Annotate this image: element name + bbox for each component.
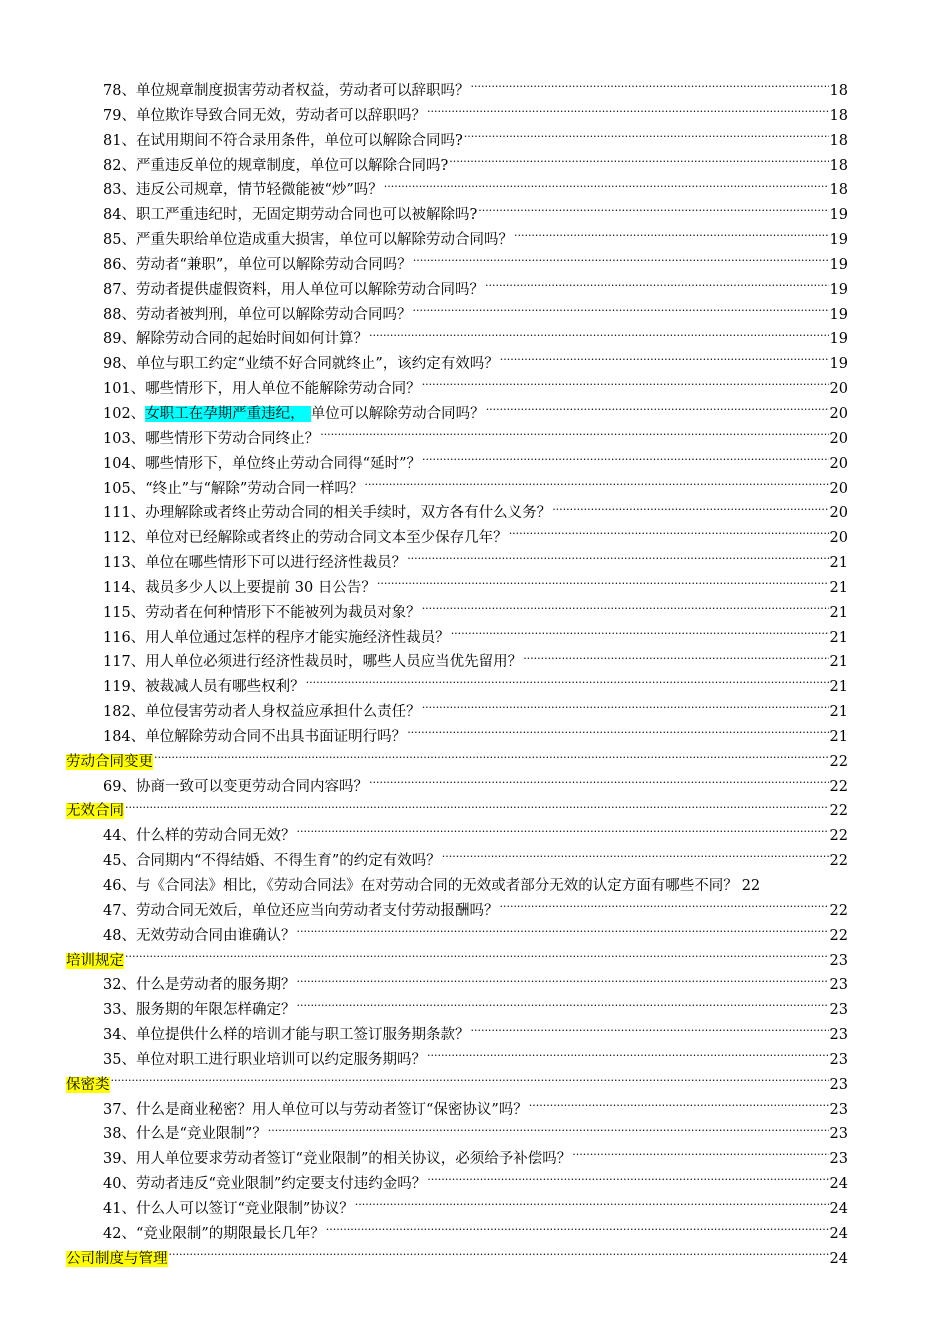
- page-number: 20: [829, 381, 848, 398]
- item-title: 什么人可以签订“竞业限制”协议？: [135, 1200, 354, 1217]
- item-number: 41、: [103, 1200, 136, 1217]
- toc-item[interactable]: [66, 402, 848, 427]
- page-number: 22: [829, 853, 848, 870]
- item-number: 85、: [103, 232, 136, 249]
- dot-leader: [464, 130, 829, 145]
- dot-leader: [412, 304, 828, 319]
- dot-leader: [478, 205, 828, 220]
- item-title: 职工严重违纪时，无固定期劳动合同也可以被解除吗?: [135, 207, 478, 224]
- section-title: 保密类: [66, 1076, 110, 1093]
- toc-item[interactable]: [66, 1197, 848, 1222]
- toc-item[interactable]: [66, 452, 848, 477]
- item-title: 劳动合同无效后，单位还应当向劳动者支付劳动报酬吗？: [135, 902, 499, 919]
- toc-item[interactable]: [66, 551, 848, 576]
- item-title: “竞业限制”的期限最长几年？: [135, 1225, 325, 1242]
- toc-section[interactable]: [66, 799, 848, 824]
- item-number: 44、: [103, 828, 136, 845]
- item-title: 单位规章制度损害劳动者权益，劳动者可以辞职吗？: [135, 83, 470, 99]
- toc-item[interactable]: [66, 601, 848, 626]
- item-number: 88、: [103, 306, 136, 323]
- dot-leader: [377, 577, 829, 592]
- page-number: 20: [829, 455, 848, 472]
- toc-item[interactable]: [66, 626, 848, 651]
- item-number: 114、: [103, 579, 146, 596]
- toc-item[interactable]: [66, 427, 848, 452]
- dot-leader: [422, 602, 829, 617]
- item-title: 裁员多少人以上要提前 30 日公告？: [145, 579, 376, 596]
- dot-leader: [111, 1074, 829, 1089]
- toc-item[interactable]: [66, 104, 848, 129]
- page-number: 19: [829, 256, 848, 273]
- dot-leader: [296, 826, 828, 841]
- toc-item[interactable]: [66, 700, 848, 725]
- page-number: 21: [829, 679, 848, 696]
- page-number: 23: [829, 1126, 848, 1143]
- item-number: 112、: [103, 530, 146, 547]
- item-title: 什么是劳动者的服务期？: [135, 977, 296, 994]
- item-title: 服务期的年限怎样确定？: [135, 1002, 296, 1019]
- toc-item[interactable]: [66, 178, 848, 203]
- item-number: 98、: [103, 356, 136, 373]
- item-title: 什么是“竞业限制”？: [135, 1126, 267, 1143]
- item-number: 69、: [103, 778, 136, 795]
- item-title: 协商一致可以变更劳动合同内容吗？: [135, 778, 368, 795]
- toc-item[interactable]: [66, 874, 848, 899]
- item-title: 单位欺诈导致合同无效，劳动者可以辞职吗？: [135, 107, 426, 124]
- toc-item[interactable]: [66, 675, 848, 700]
- dot-leader: [470, 81, 828, 96]
- item-number: 84、: [103, 207, 136, 224]
- toc-section[interactable]: [66, 750, 848, 775]
- item-title: 单位解除劳动合同不出具书面证明行吗？: [145, 728, 407, 745]
- item-title: 解除劳动合同的起始时间如何计算？: [135, 331, 368, 348]
- dot-leader: [552, 503, 828, 518]
- item-number: 104、: [103, 455, 146, 472]
- item-title: 单位可以解除劳动合同吗？: [310, 405, 485, 422]
- item-title: 哪些情形下劳动合同终止？: [145, 430, 320, 447]
- dot-leader: [509, 528, 829, 543]
- dot-leader: [451, 627, 829, 642]
- toc-section[interactable]: [66, 1073, 848, 1098]
- toc-item[interactable]: [66, 899, 848, 924]
- item-title: 办理解除或者终止劳动合同的相关手续时，双方各有什么义务？: [145, 505, 552, 522]
- dot-leader: [364, 478, 828, 493]
- toc-item[interactable]: [66, 1023, 848, 1048]
- dot-leader: [514, 230, 829, 245]
- section-title: 培训规定: [66, 952, 124, 969]
- dot-leader: [427, 105, 829, 120]
- page-number: 20: [829, 480, 848, 497]
- page-number: 19: [829, 207, 848, 224]
- page-number: 19: [829, 306, 848, 323]
- page-number: 23: [829, 952, 848, 969]
- item-number: 45、: [103, 853, 136, 870]
- item-number: 184、: [103, 728, 146, 745]
- item-number: 46、: [103, 878, 136, 894]
- toc-item[interactable]: [66, 1048, 848, 1073]
- page-number: 18: [829, 132, 848, 149]
- page-number: 24: [829, 1176, 848, 1193]
- dot-leader: [442, 851, 829, 866]
- item-title: 用人单位通过怎样的程序才能实施经济性裁员？: [145, 629, 450, 646]
- page-number: 18: [829, 83, 848, 99]
- dot-leader: [320, 428, 828, 443]
- page-number: 23: [829, 1076, 848, 1093]
- toc-item[interactable]: [66, 477, 848, 502]
- item-title: 劳动者违反“竞业限制”约定要支付违约金吗？: [135, 1176, 427, 1193]
- page-number: 18: [829, 107, 848, 124]
- item-number: 103、: [103, 430, 146, 447]
- highlighted-title: 女职工在孕期严重违纪，: [145, 406, 311, 422]
- item-number: 81、: [103, 132, 136, 149]
- dot-leader: [154, 751, 829, 766]
- item-title: 劳动者提供虚假资料，用人单位可以解除劳动合同吗？: [135, 281, 484, 298]
- item-number: 86、: [103, 256, 136, 273]
- page-number: 19: [829, 281, 848, 298]
- item-number: 48、: [103, 927, 136, 944]
- item-title: 在试用期间不符合录用条件，单位可以解除合同吗?: [135, 132, 463, 149]
- page-number: 23: [829, 1002, 848, 1019]
- item-number: 182、: [103, 704, 146, 721]
- dot-leader: [427, 1174, 828, 1189]
- dot-leader: [486, 403, 829, 418]
- item-number: 35、: [103, 1051, 136, 1068]
- item-title: 单位在哪些情形下可以进行经济性裁员？: [145, 555, 407, 572]
- item-number: 34、: [103, 1027, 136, 1044]
- toc-item[interactable]: [66, 998, 848, 1023]
- item-title: 什么是商业秘密？用人单位可以与劳动者签订“保密协议”吗？: [135, 1101, 528, 1118]
- toc-item[interactable]: [66, 1172, 848, 1197]
- dot-leader: [369, 329, 829, 344]
- dot-leader: [296, 1000, 828, 1015]
- page-number: 22: [829, 902, 848, 919]
- dot-leader: [427, 1049, 829, 1064]
- item-number: 113、: [103, 555, 146, 572]
- page-number: 21: [829, 555, 848, 572]
- item-number: 82、: [103, 157, 136, 174]
- page-number: 19: [829, 331, 848, 348]
- item-title: 与《合同法》相比，《劳动合同法》在对劳动合同的无效或者部分无效的认定方面有哪些不同？: [135, 878, 738, 894]
- toc-item[interactable]: [66, 1122, 848, 1147]
- item-number: 32、: [103, 977, 136, 994]
- item-number: 78、: [103, 83, 136, 99]
- page-number: 21: [829, 704, 848, 721]
- toc-item[interactable]: [66, 1222, 848, 1247]
- toc-item[interactable]: [66, 1098, 848, 1123]
- item-title: 严重失职给单位造成重大损害，单位可以解除劳动合同吗？: [135, 232, 513, 249]
- dot-leader: [369, 776, 829, 791]
- toc-item[interactable]: [66, 775, 848, 800]
- item-title: 什么样的劳动合同无效？: [135, 828, 296, 845]
- item-title: 单位对已经解除或者终止的劳动合同文本至少保存几年？: [145, 530, 508, 547]
- page-number: 23: [829, 1051, 848, 1068]
- item-title: 违反公司规章，情节轻微能被“炒”吗？: [135, 182, 383, 199]
- item-title: 用人单位必须进行经济性裁员时，哪些人员应当优先留用？: [145, 654, 523, 671]
- dot-leader: [499, 900, 828, 915]
- page-number: 24: [829, 1250, 848, 1267]
- dot-leader: [355, 1198, 829, 1213]
- item-title: 严重违反单位的规章制度，单位可以解除合同吗?: [135, 157, 449, 174]
- item-title: 哪些情形下，用人单位不能解除劳动合同？: [145, 381, 421, 398]
- toc-item[interactable]: [66, 327, 848, 352]
- item-number: 87、: [103, 281, 136, 298]
- toc-item[interactable]: [66, 278, 848, 303]
- page-number: 19: [829, 232, 848, 249]
- item-number: 115、: [103, 604, 146, 621]
- item-title: 合同期内“不得结婚、不得生育”的约定有效吗？: [135, 853, 441, 870]
- item-number: 105、: [103, 480, 146, 497]
- page-number: 22: [829, 753, 848, 770]
- item-title: 单位对职工进行职业培训可以约定服务期吗？: [135, 1051, 426, 1068]
- toc-item[interactable]: [66, 154, 848, 179]
- dot-leader: [449, 155, 828, 170]
- item-number: 42、: [103, 1225, 136, 1242]
- item-title: 单位与职工约定“业绩不好合同就终止”，该约定有效吗？: [135, 356, 499, 373]
- page-number: 20: [829, 530, 848, 547]
- toc-item[interactable]: [66, 824, 848, 849]
- item-title: 劳动者被判刑，单位可以解除劳动合同吗？: [135, 306, 412, 323]
- page-number: 20: [829, 405, 848, 422]
- page-number: 21: [829, 629, 848, 646]
- dot-leader: [296, 975, 828, 990]
- page-number: 23: [829, 1027, 848, 1044]
- dot-leader: [422, 453, 829, 468]
- item-title: 单位侵害劳动者人身权益应承担什么责任？: [145, 704, 421, 721]
- item-number: 89、: [103, 331, 136, 348]
- dot-leader: [326, 1223, 829, 1238]
- toc-item[interactable]: [66, 1147, 848, 1172]
- item-title: 单位提供什么样的培训才能与职工签订服务期条款？: [135, 1027, 470, 1044]
- toc-item[interactable]: [66, 973, 848, 998]
- dot-leader: [413, 254, 829, 269]
- toc-item[interactable]: [66, 303, 848, 328]
- toc-item[interactable]: [66, 352, 848, 377]
- item-title: 劳动者在何种情形下不能被列为裁员对象？: [145, 604, 421, 621]
- section-title: 劳动合同变更: [66, 753, 153, 770]
- toc-item[interactable]: [66, 377, 848, 402]
- item-title: 劳动者“兼职”，单位可以解除劳动合同吗？: [135, 256, 412, 273]
- dot-leader: [529, 1099, 829, 1114]
- dot-leader: [268, 1124, 829, 1139]
- page-number: 22: [829, 778, 848, 795]
- dot-leader: [500, 354, 829, 369]
- dot-leader: [422, 702, 829, 717]
- page-number: 21: [829, 728, 848, 745]
- page-number: 22: [829, 927, 848, 944]
- page-number: 24: [829, 1200, 848, 1217]
- toc-item[interactable]: [66, 501, 848, 526]
- page-number: 19: [829, 356, 848, 373]
- page-number: 20: [829, 430, 848, 447]
- page-number: 18: [829, 182, 848, 199]
- section-title: 公司制度与管理: [66, 1250, 168, 1267]
- item-number: 117、: [103, 654, 146, 671]
- dot-leader: [125, 801, 829, 816]
- dot-leader: [407, 553, 828, 568]
- dot-leader: [485, 279, 829, 294]
- page-number: 20: [829, 505, 848, 522]
- page-number: 22: [741, 878, 761, 894]
- dot-leader: [422, 379, 829, 394]
- toc-item[interactable]: [66, 526, 848, 551]
- item-number: 37、: [103, 1101, 136, 1118]
- item-title: “终止”与“解除”劳动合同一样吗？: [145, 480, 364, 497]
- dot-leader: [572, 1149, 828, 1164]
- dot-leader: [384, 180, 829, 195]
- item-number: 39、: [103, 1151, 136, 1168]
- toc-item[interactable]: [66, 129, 848, 154]
- page-number: 21: [829, 654, 848, 671]
- page-number: 21: [829, 579, 848, 596]
- toc-item[interactable]: [66, 924, 848, 949]
- item-number: 102、: [103, 405, 146, 422]
- item-number: 101、: [103, 381, 146, 398]
- table-of-contents: [66, 79, 848, 1272]
- item-number: 79、: [103, 107, 136, 124]
- toc-section[interactable]: [66, 1247, 848, 1272]
- toc-item[interactable]: [66, 576, 848, 601]
- page-number: 22: [829, 828, 848, 845]
- page-number: 21: [829, 604, 848, 621]
- item-number: 83、: [103, 182, 136, 199]
- dot-leader: [523, 652, 828, 667]
- toc-item[interactable]: [66, 203, 848, 228]
- dot-leader: [470, 1025, 828, 1040]
- item-title: 哪些情形下，单位终止劳动合同得“延时”？: [145, 455, 422, 472]
- page-number: 22: [829, 803, 848, 820]
- toc-item[interactable]: [66, 650, 848, 675]
- toc-item[interactable]: [66, 253, 848, 278]
- toc-item[interactable]: [66, 849, 848, 874]
- page-number: 24: [829, 1225, 848, 1242]
- dot-leader: [296, 925, 828, 940]
- item-number: 116、: [103, 629, 146, 646]
- page-number: 23: [829, 1101, 848, 1118]
- item-title: 被裁减人员有哪些权利？: [145, 679, 305, 696]
- item-title: 用人单位要求劳动者签订“竞业限制”的相关协议，必须给予补偿吗？: [135, 1151, 572, 1168]
- item-number: 119、: [103, 679, 146, 696]
- dot-leader: [125, 950, 829, 965]
- item-number: 40、: [103, 1176, 136, 1193]
- toc-section[interactable]: [66, 949, 848, 974]
- dot-leader: [169, 1248, 829, 1263]
- item-number: 111、: [103, 505, 146, 522]
- dot-leader: [306, 677, 829, 692]
- page-number: 18: [829, 157, 848, 174]
- page-number: 23: [829, 1151, 848, 1168]
- item-title: 无效劳动合同由谁确认？: [135, 927, 296, 944]
- section-title: 无效合同: [66, 803, 124, 820]
- toc-item[interactable]: [66, 228, 848, 253]
- toc-item[interactable]: [66, 79, 848, 104]
- page-number: 23: [829, 977, 848, 994]
- toc-item[interactable]: [66, 725, 848, 750]
- item-number: 47、: [103, 902, 136, 919]
- item-number: 33、: [103, 1002, 136, 1019]
- item-number: 38、: [103, 1126, 136, 1143]
- dot-leader: [407, 726, 828, 741]
